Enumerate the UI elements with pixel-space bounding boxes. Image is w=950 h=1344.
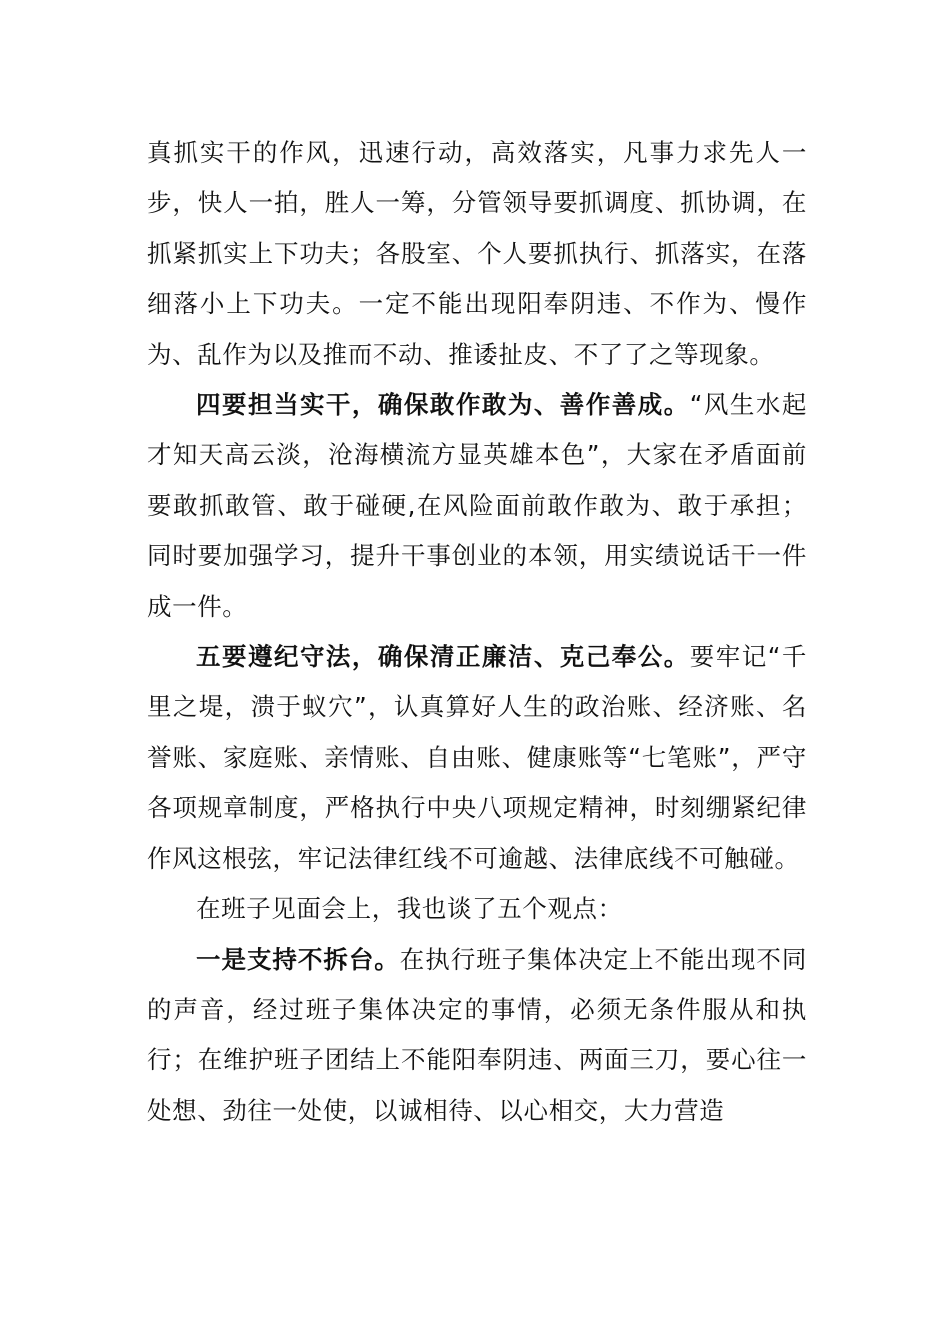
paragraph-heading: 五要遵纪守法，确保清正廉洁、克己奉公。: [196, 642, 690, 672]
paragraph-heading: 一是支持不拆台。: [196, 944, 400, 974]
document-body: [147, 128, 807, 1136]
paragraph-view-one: [147, 935, 807, 1137]
paragraph-text: 在班子见面会上，我也谈了五个观点：: [196, 894, 623, 924]
paragraph-text: “风生水起才知天高云淡，沧海横流方显英雄本色”，大家在矛盾面前要敢抓敢管、敢于碰硬,在风险面前敢作敢为、敢于承担；同时要加强学习，提升干事创业的本领，用实绩说话干一件成一件。: [147, 390, 807, 621]
paragraph-text: 要牢记“千里之堤，溃于蚁穴”，认真算好人生的政治账、经济账、名誉账、家庭账、亲情账、自由账、健康账等“七笔账”，严守各项规章制度，严格执行中央八项规定精神，时刻绷紧纪律作风这根弦，牢记法律红线不可逾越、法律底线不可触碰。: [147, 642, 807, 873]
paragraph-point-five: [147, 632, 807, 884]
paragraph-text: 在执行班子集体决定上不能出现不同的声音，经过班子集体决定的事情，必须无条件服从和执行；在维护班子团结上不能阳奉阴违、两面三刀，要心往一处想、劲往一处使，以诚相待、以心相交，大力营造: [147, 944, 807, 1125]
paragraph-point-four: [147, 380, 807, 632]
paragraph-intro: [147, 884, 807, 934]
paragraph-text: 真抓实干的作风，迅速行动，高效落实，凡事力求先人一步，快人一拍，胜人一筹，分管领导要抓调度、抓协调，在抓紧抓实上下功夫；各股室、个人要抓执行、抓落实，在落细落小上下功夫。一定不能出现阳奉阴违、不作为、慢作为、乱作为以及推而不动、推诿扯皮、不了了之等现象。: [147, 138, 807, 369]
paragraph-continuation: [147, 128, 807, 380]
paragraph-heading: 四要担当实干，确保敢作敢为、善作善成。: [196, 390, 690, 420]
